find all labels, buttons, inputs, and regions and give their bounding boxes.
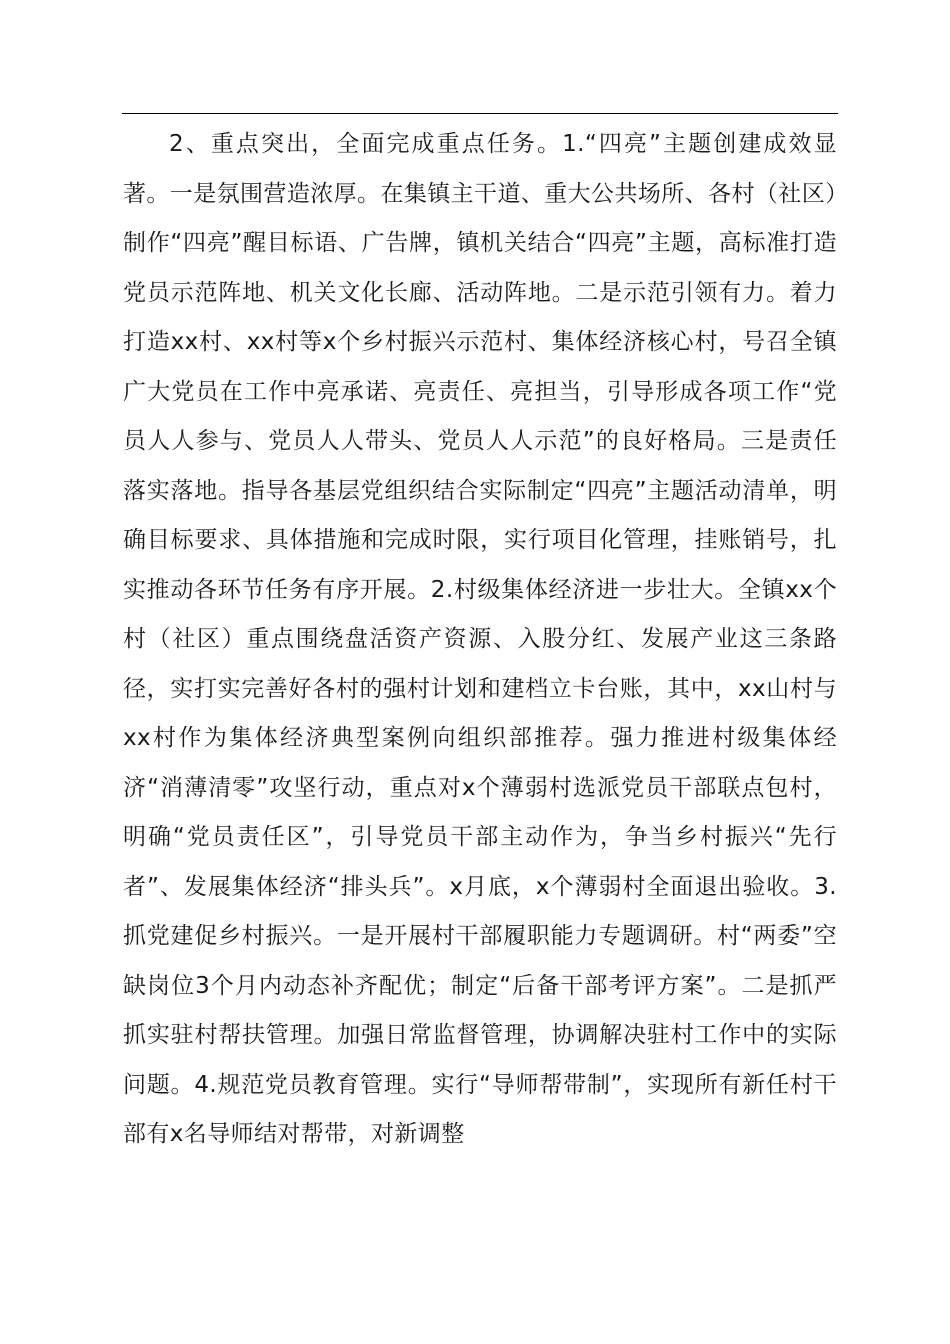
body-paragraph: 2、重点突出，全面完成重点任务。1.“四亮”主题创建成效显著。一是氛围营造浓厚。在集镇主干道、重大公共场所、各村（社区）制作“四亮”醒目标语、广告牌，镇机关结合“四亮”主题，高标准打造党员示范阵地、机关文化长廊、活动阵地。二是示范引领有力。着力打造xx村、xx村等x个乡村振兴示范村、集体经济核心村，号召全镇广大党员在工作中亮承诺、亮责任、亮担当，引导形成各项工作“党员人人参与、党员人人带头、党员人人示范”的良好格局。三是责任落实落地。指导各基层党组织结合实际制定“四亮”主题活动清单，明确目标要求、具体措施和完成时限，实行项目化管理，挂账销号，扎实推动各环节任务有序开展。2.村级集体经济进一步壮大。全镇xx个村（社区）重点围绕盘活资产资源、入股分红、发展产业这三条路径，实打实完善好各村的强村计划和建档立卡台账，其中，xx山村与xx村作为集体经济典型案例向组织部推荐。强力推进村级集体经济“消薄清零”攻坚行动，重点对x个薄弱村选派党员干部联点包村，明确“党员责任区”，引导党员干部主动作为，争当乡村振兴“先行者”、发展集体经济“排头兵”。x月底，x个薄弱村全面退出验收。3.抓党建促乡村振兴。一是开展村干部履职能力专题调研。村“两委”空缺岗位3个月内动态补齐配优；制定“后备干部考评方案”。二是抓严抓实驻村帮扶管理。加强日常监督管理，协调解决驻村工作中的实际问题。4.规范党员教育管理。实行“导师帮带制”，实现所有新任村干部有x名导师结对帮带，对新调整 xyxy=(123,131,837,1147)
header-rule xyxy=(122,113,838,114)
